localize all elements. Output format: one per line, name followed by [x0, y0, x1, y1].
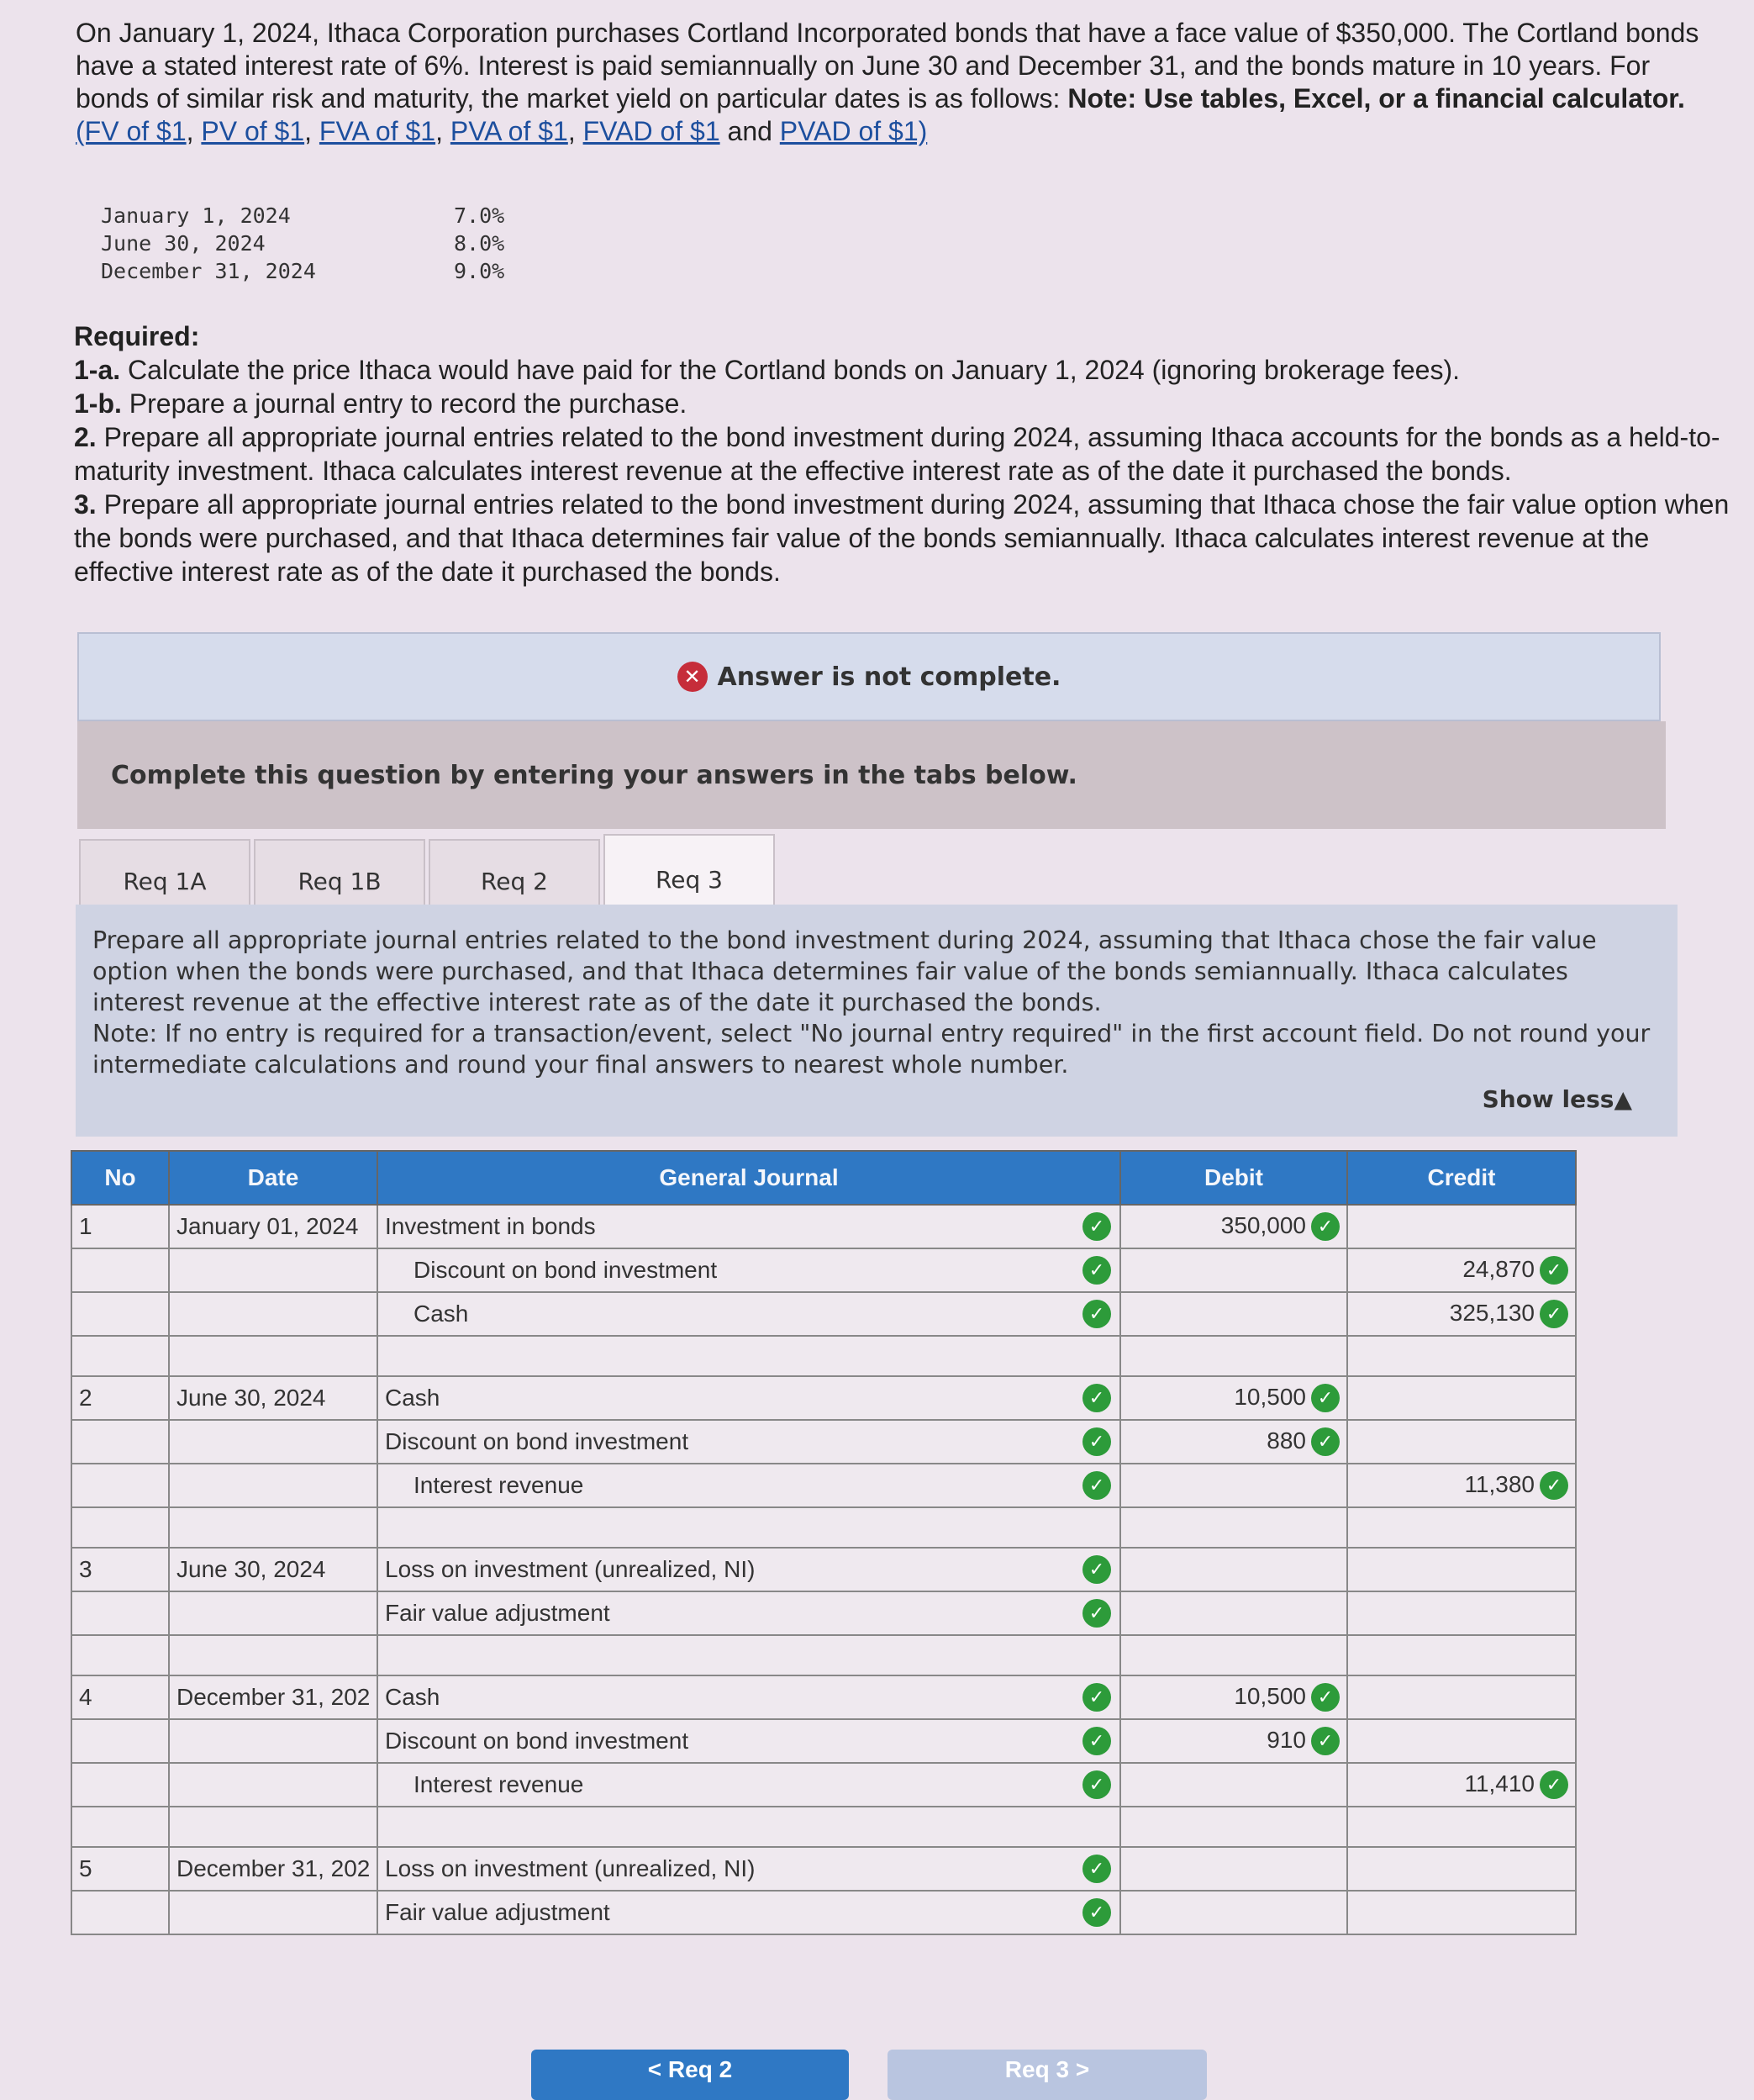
rate-row: December 31, 2024 9.0%	[101, 259, 505, 283]
debit-field[interactable]	[1120, 1763, 1347, 1807]
debit-field[interactable]	[1120, 1376, 1347, 1420]
empty-cell[interactable]	[1120, 1336, 1347, 1376]
account-name: Cash	[385, 1385, 440, 1411]
entry-date[interactable]	[169, 1464, 377, 1507]
credit-field[interactable]	[1347, 1675, 1576, 1719]
debit-field[interactable]	[1120, 1847, 1347, 1891]
account-name: Loss on investment (unrealized, NI)	[385, 1556, 756, 1582]
check-icon: ✓	[1082, 1212, 1111, 1241]
link-fva[interactable]: FVA of $1	[319, 116, 436, 146]
empty-cell	[169, 1807, 377, 1847]
required-heading: Required:	[74, 321, 200, 351]
check-icon: ✓	[1082, 1555, 1111, 1584]
journal-row	[71, 1891, 1576, 1934]
account-name: Investment in bonds	[385, 1213, 596, 1239]
credit-field[interactable]	[1347, 1591, 1576, 1635]
answer-status-banner	[77, 632, 1661, 721]
check-icon: ✓	[1311, 1212, 1340, 1241]
credit-amount: 325,130	[1449, 1299, 1535, 1326]
empty-cell	[169, 1507, 377, 1548]
account-field[interactable]	[377, 1205, 1120, 1248]
entry-date[interactable]	[169, 1763, 377, 1807]
credit-field[interactable]	[1347, 1891, 1576, 1934]
account-name: Interest revenue	[413, 1472, 584, 1498]
link-pva[interactable]: PVA of $1	[450, 116, 568, 146]
account-field[interactable]	[377, 1763, 1120, 1807]
journal-row	[71, 1847, 1576, 1891]
problem-statement	[76, 17, 1723, 148]
link-pvad[interactable]: PVAD of $1)	[779, 116, 928, 146]
entry-number	[71, 1763, 169, 1807]
tab-req-1a[interactable]: Req 1A	[79, 839, 250, 923]
entry-date[interactable]	[169, 1292, 377, 1336]
credit-field[interactable]	[1347, 1205, 1576, 1248]
credit-field[interactable]	[1347, 1719, 1576, 1763]
debit-amount: 880	[1267, 1427, 1306, 1454]
empty-cell	[169, 1635, 377, 1675]
entry-number: 4	[71, 1675, 169, 1719]
empty-cell[interactable]	[377, 1507, 1120, 1548]
entry-date[interactable]: December 31, 202	[169, 1847, 377, 1891]
empty-cell	[71, 1336, 169, 1376]
credit-amount: 11,410	[1464, 1770, 1535, 1797]
col-date: Date	[169, 1151, 377, 1205]
debit-field[interactable]	[1120, 1420, 1347, 1464]
entry-date[interactable]: June 30, 2024	[169, 1548, 377, 1591]
account-name: Fair value adjustment	[385, 1899, 610, 1925]
debit-field[interactable]	[1120, 1719, 1347, 1763]
debit-field[interactable]	[1120, 1205, 1347, 1248]
check-icon: ✓	[1082, 1384, 1111, 1412]
account-field[interactable]	[377, 1292, 1120, 1336]
journal-row	[71, 1464, 1576, 1507]
entry-number: 5	[71, 1847, 169, 1891]
check-icon: ✓	[1311, 1384, 1340, 1412]
account-field[interactable]	[377, 1420, 1120, 1464]
tab-req-2[interactable]: Req 2	[429, 839, 600, 923]
check-icon: ✓	[1082, 1256, 1111, 1285]
entry-number	[71, 1420, 169, 1464]
tab-req-3[interactable]: Req 3	[603, 834, 775, 923]
empty-cell	[71, 1635, 169, 1675]
tab-instructions	[76, 905, 1678, 1137]
entry-number	[71, 1891, 169, 1934]
entry-date[interactable]	[169, 1248, 377, 1292]
col-debit: Debit	[1120, 1151, 1347, 1205]
credit-field[interactable]	[1347, 1420, 1576, 1464]
entry-number	[71, 1464, 169, 1507]
debit-amount: 10,500	[1234, 1682, 1306, 1709]
account-field[interactable]	[377, 1376, 1120, 1420]
credit-field[interactable]	[1347, 1464, 1576, 1507]
complete-instructions: Complete this question by entering your answers in the tabs below.	[77, 721, 1666, 829]
check-icon: ✓	[1082, 1898, 1111, 1927]
credit-field[interactable]	[1347, 1763, 1576, 1807]
journal-row	[71, 1719, 1576, 1763]
entry-number: 2	[71, 1376, 169, 1420]
entry-date[interactable]	[169, 1891, 377, 1934]
empty-cell[interactable]	[1120, 1807, 1347, 1847]
next-req-button[interactable]: Req 3 >	[888, 2050, 1207, 2100]
tab-req-1b[interactable]: Req 1B	[254, 839, 425, 923]
rate-row: June 30, 2024 8.0%	[101, 231, 505, 256]
empty-cell[interactable]	[1347, 1507, 1576, 1548]
rate-row: January 1, 2024 7.0%	[101, 203, 505, 228]
account-name: Loss on investment (unrealized, NI)	[385, 1855, 756, 1881]
entry-number	[71, 1591, 169, 1635]
nav-buttons	[531, 2050, 1207, 2100]
credit-field[interactable]	[1347, 1548, 1576, 1591]
entry-number: 3	[71, 1548, 169, 1591]
required-item: 3. Prepare all appropriate journal entries related to the bond investment during 2024, assuming that Ithaca chose the fair value option when the bonds were purchased, and that Ithaca determines fair value of the bonds semiannually. Ithaca calculates interest revenue at the effective interest rate as of the date it purchased the bonds.	[74, 489, 1730, 587]
entry-date[interactable]: December 31, 202	[169, 1675, 377, 1719]
check-icon: ✓	[1082, 1855, 1111, 1883]
account-name: Cash	[413, 1301, 469, 1327]
journal-row	[71, 1807, 1576, 1847]
debit-amount: 10,500	[1234, 1383, 1306, 1410]
credit-field[interactable]	[1347, 1292, 1576, 1336]
debit-amount: 910	[1267, 1726, 1306, 1753]
journal-row	[71, 1591, 1576, 1635]
credit-field[interactable]	[1347, 1248, 1576, 1292]
empty-cell	[169, 1336, 377, 1376]
show-less-link[interactable]: Show less▲	[1482, 1085, 1632, 1113]
credit-field[interactable]	[1347, 1376, 1576, 1420]
account-field[interactable]	[377, 1847, 1120, 1891]
instruction-text: Prepare all appropriate journal entries related to the bond investment during 2024, assuming that Ithaca chose the fair value option when the bonds were purchased, and that Ithaca determines fair value of the bonds semiannually. Ithaca calculates interest revenue at the effective interest rate as of the date it purchased the bonds.	[92, 926, 1597, 1016]
journal-row	[71, 1248, 1576, 1292]
account-name: Fair value adjustment	[385, 1600, 610, 1626]
general-journal-table	[71, 1150, 1577, 1935]
check-icon: ✓	[1082, 1727, 1111, 1755]
account-field[interactable]	[377, 1548, 1120, 1591]
entry-number	[71, 1248, 169, 1292]
debit-field[interactable]	[1120, 1891, 1347, 1934]
instruction-note: Note: If no entry is required for a transaction/event, select "No journal entry required" in the first account field. Do not round your intermediate calculations and round your final answers to nearest whole number.	[92, 1020, 1651, 1079]
required-item: 1-b. Prepare a journal entry to record the purchase.	[74, 388, 687, 419]
entry-date[interactable]: June 30, 2024	[169, 1376, 377, 1420]
journal-row	[71, 1420, 1576, 1464]
col-general-journal: General Journal	[377, 1151, 1120, 1205]
account-field[interactable]	[377, 1891, 1120, 1934]
debit-field[interactable]	[1120, 1548, 1347, 1591]
check-icon: ✓	[1540, 1471, 1568, 1500]
credit-field[interactable]	[1347, 1847, 1576, 1891]
col-credit: Credit	[1347, 1151, 1576, 1205]
empty-cell	[71, 1507, 169, 1548]
check-icon: ✓	[1082, 1427, 1111, 1456]
entry-number: 1	[71, 1205, 169, 1248]
account-field[interactable]	[377, 1248, 1120, 1292]
debit-field[interactable]	[1120, 1248, 1347, 1292]
check-icon: ✓	[1082, 1300, 1111, 1328]
journal-row	[71, 1292, 1576, 1336]
account-field[interactable]	[377, 1719, 1120, 1763]
prev-req-button[interactable]: < Req 2	[531, 2050, 849, 2100]
link-fv[interactable]: (FV of $1	[76, 116, 187, 146]
account-field[interactable]	[377, 1591, 1120, 1635]
empty-cell[interactable]	[1347, 1807, 1576, 1847]
empty-cell	[71, 1807, 169, 1847]
empty-cell[interactable]	[377, 1807, 1120, 1847]
empty-cell[interactable]	[1120, 1507, 1347, 1548]
answer-status-text: Answer is not complete.	[717, 662, 1061, 692]
check-icon: ✓	[1082, 1683, 1111, 1712]
account-name: Discount on bond investment	[385, 1428, 689, 1454]
account-name: Discount on bond investment	[385, 1728, 689, 1754]
entry-number	[71, 1719, 169, 1763]
required-item: 2. Prepare all appropriate journal entries related to the bond investment during 2024, assuming Ithaca accounts for the bonds as a held-to-maturity investment. Ithaca calculates interest revenue at the effective interest rate as of the date it purchased the bonds.	[74, 422, 1720, 486]
account-field[interactable]	[377, 1464, 1120, 1507]
empty-cell[interactable]	[1347, 1635, 1576, 1675]
debit-field[interactable]	[1120, 1675, 1347, 1719]
account-name: Interest revenue	[413, 1771, 584, 1797]
market-yield-table	[101, 202, 504, 285]
col-no: No	[71, 1151, 169, 1205]
journal-row	[71, 1336, 1576, 1376]
check-icon: ✓	[1082, 1471, 1111, 1500]
note-label: Note: Use tables, Excel, or a financial calculator.	[1067, 83, 1685, 113]
required-section	[74, 319, 1738, 588]
journal-row	[71, 1205, 1576, 1248]
account-field[interactable]	[377, 1675, 1120, 1719]
debit-amount: 350,000	[1220, 1211, 1306, 1238]
check-icon: ✓	[1311, 1683, 1340, 1712]
check-icon: ✓	[1082, 1770, 1111, 1799]
debit-field[interactable]	[1120, 1464, 1347, 1507]
empty-cell[interactable]	[1347, 1336, 1576, 1376]
entry-date[interactable]	[169, 1420, 377, 1464]
check-icon: ✓	[1540, 1300, 1568, 1328]
link-pv[interactable]: PV of $1	[201, 116, 305, 146]
check-icon: ✓	[1082, 1599, 1111, 1628]
entry-number	[71, 1292, 169, 1336]
journal-row	[71, 1763, 1576, 1807]
journal-row	[71, 1507, 1576, 1548]
credit-amount: 24,870	[1462, 1255, 1535, 1282]
check-icon: ✓	[1311, 1727, 1340, 1755]
debit-field[interactable]	[1120, 1591, 1347, 1635]
check-icon: ✓	[1540, 1256, 1568, 1285]
empty-cell[interactable]	[377, 1635, 1120, 1675]
entry-date[interactable]	[169, 1719, 377, 1763]
required-item: 1-a. Calculate the price Ithaca would have paid for the Cortland bonds on January 1, 2024 (ignoring brokerage fees).	[74, 355, 1461, 385]
journal-row	[71, 1376, 1576, 1420]
check-icon: ✓	[1311, 1427, 1340, 1456]
account-name: Cash	[385, 1684, 440, 1710]
entry-date[interactable]: January 01, 2024	[169, 1205, 377, 1248]
check-icon: ✓	[1540, 1770, 1568, 1799]
problem-text: On January 1, 2024, Ithaca Corporation purchases Cortland Incorporated bonds that have a face value of $350,000. The Cortland bonds have a stated interest rate of 6%. Interest is paid semiannually on June 30 and December 31, and the bonds mature in 10 years. For bonds of similar risk and maturity, the market yield on particular dates is as follows: Note: Use tables, Excel, or a financial calculator. (FV of $1, PV of $1, FVA of $1, PVA of $1, FVAD of $1 and PVAD of $1)	[76, 18, 1699, 146]
empty-cell[interactable]	[1120, 1635, 1347, 1675]
error-x-icon: ✕	[677, 662, 708, 692]
journal-row	[71, 1675, 1576, 1719]
journal-row	[71, 1548, 1576, 1591]
link-fvad[interactable]: FVAD of $1	[582, 116, 720, 146]
debit-field[interactable]	[1120, 1292, 1347, 1336]
empty-cell[interactable]	[377, 1336, 1120, 1376]
journal-row	[71, 1635, 1576, 1675]
account-name: Discount on bond investment	[413, 1257, 718, 1283]
entry-date[interactable]	[169, 1591, 377, 1635]
credit-amount: 11,380	[1464, 1470, 1535, 1497]
